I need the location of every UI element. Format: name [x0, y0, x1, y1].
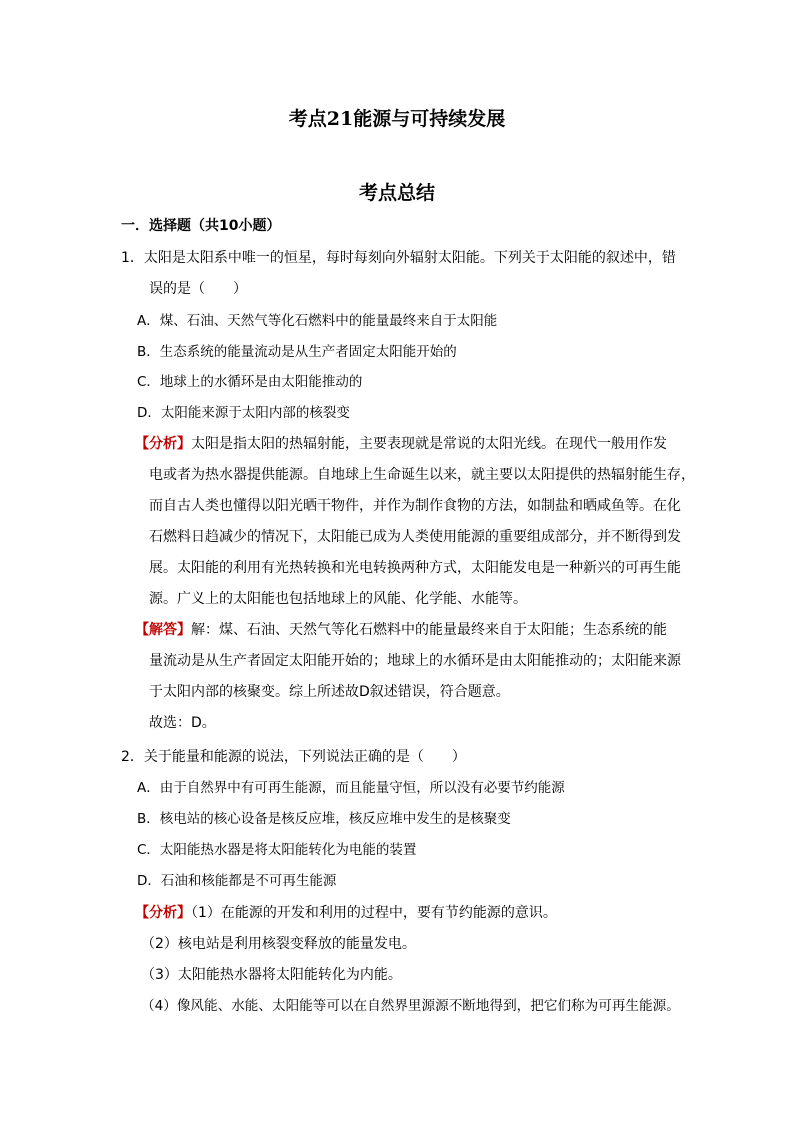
- question-2-option-d: D．石油和核能都是不可再生能源: [137, 873, 337, 889]
- answer-line: 量流动是从生产者固定太阳能开始的；地球上的水循环是由太阳能推动的；太阳能来源: [149, 653, 681, 669]
- question-2-option-c: C．太阳能热水器是将太阳能转化为电能的装置: [137, 842, 417, 858]
- analysis-line: 展。太阳能的利用有光热转换和光电转换两种方式，太阳能发电是一种新兴的可再生能: [149, 560, 681, 576]
- page-subtitle: 考点总结: [358, 182, 435, 204]
- analysis-text: 太阳是指太阳的热辐射能，主要表现就是常说的太阳光线。在现代一般用作发: [191, 436, 667, 452]
- section-heading: 一．选择题（共10小题）: [121, 218, 281, 234]
- analysis-line: （3）太阳能热水器将太阳能转化为内能。: [141, 967, 402, 983]
- analysis-line: （2）核电站是利用核裂变释放的能量发电。: [141, 936, 416, 952]
- question-1-option-a: A．煤、石油、天然气等化石燃料中的能量最终来自于太阳能: [137, 313, 498, 329]
- answer-text: 解：煤、石油、天然气等化石燃料中的能量最终来自于太阳能；生态系统的能: [191, 622, 667, 638]
- question-1-stem: 1．太阳是太阳系中唯一的恒星，每时每刻向外辐射太阳能。下列关于太阳能的叙述中，错: [121, 250, 676, 266]
- question-1-option-d: D．太阳能来源于太阳内部的核裂变: [137, 405, 350, 421]
- question-1-analysis: [135, 434, 667, 454]
- question-1-option-c: C．地球上的水循环是由太阳能推动的: [137, 374, 363, 390]
- answer-tag: 【解答】: [135, 622, 191, 638]
- question-1-choice: 故选：D。: [149, 715, 216, 731]
- answer-line: 于太阳内部的核聚变。综上所述故D叙述错误，符合题意。: [149, 684, 510, 700]
- question-1-answer: [135, 620, 667, 640]
- question-1-stem-cont: 误的是（ ）: [149, 281, 247, 297]
- analysis-line: 而自古人类也懂得以阳光晒干物件，并作为制作食物的方法，如制盐和晒咸鱼等。在化: [149, 498, 681, 514]
- analysis-text: （1）在能源的开发和利用的过程中，要有节约能源的意识。: [191, 905, 557, 921]
- question-2-option-b: B．核电站的核心设备是核反应堆，核反应堆中发生的是核聚变: [137, 811, 511, 827]
- question-2-option-a: A．由于自然界中有可再生能源，而且能量守恒，所以没有必要节约能源: [137, 780, 565, 796]
- question-2-stem: 2．关于能量和能源的说法，下列说法正确的是（ ）: [121, 749, 466, 765]
- analysis-line: 电或者为热水器提供能源。自地球上生命诞生以来，就主要以太阳提供的热辐射能生存，: [149, 467, 695, 483]
- analysis-tag: 【分析】: [135, 905, 191, 921]
- analysis-line: 源。广义上的太阳能也包括地球上的风能、化学能、水能等。: [149, 591, 527, 607]
- question-1-option-b: B．生态系统的能量流动是从生产者固定太阳能开始的: [137, 344, 457, 360]
- analysis-line: （4）像风能、水能、太阳能等可以在自然界里源源不断地得到，把它们称为可再生能源。: [141, 998, 680, 1014]
- analysis-line: 石燃料日趋减少的情况下，太阳能已成为人类使用能源的重要组成部分，并不断得到发: [149, 529, 681, 545]
- analysis-tag: 【分析】: [135, 436, 191, 452]
- question-2-analysis: [135, 903, 557, 923]
- page-title: 考点21能源与可持续发展: [288, 108, 506, 130]
